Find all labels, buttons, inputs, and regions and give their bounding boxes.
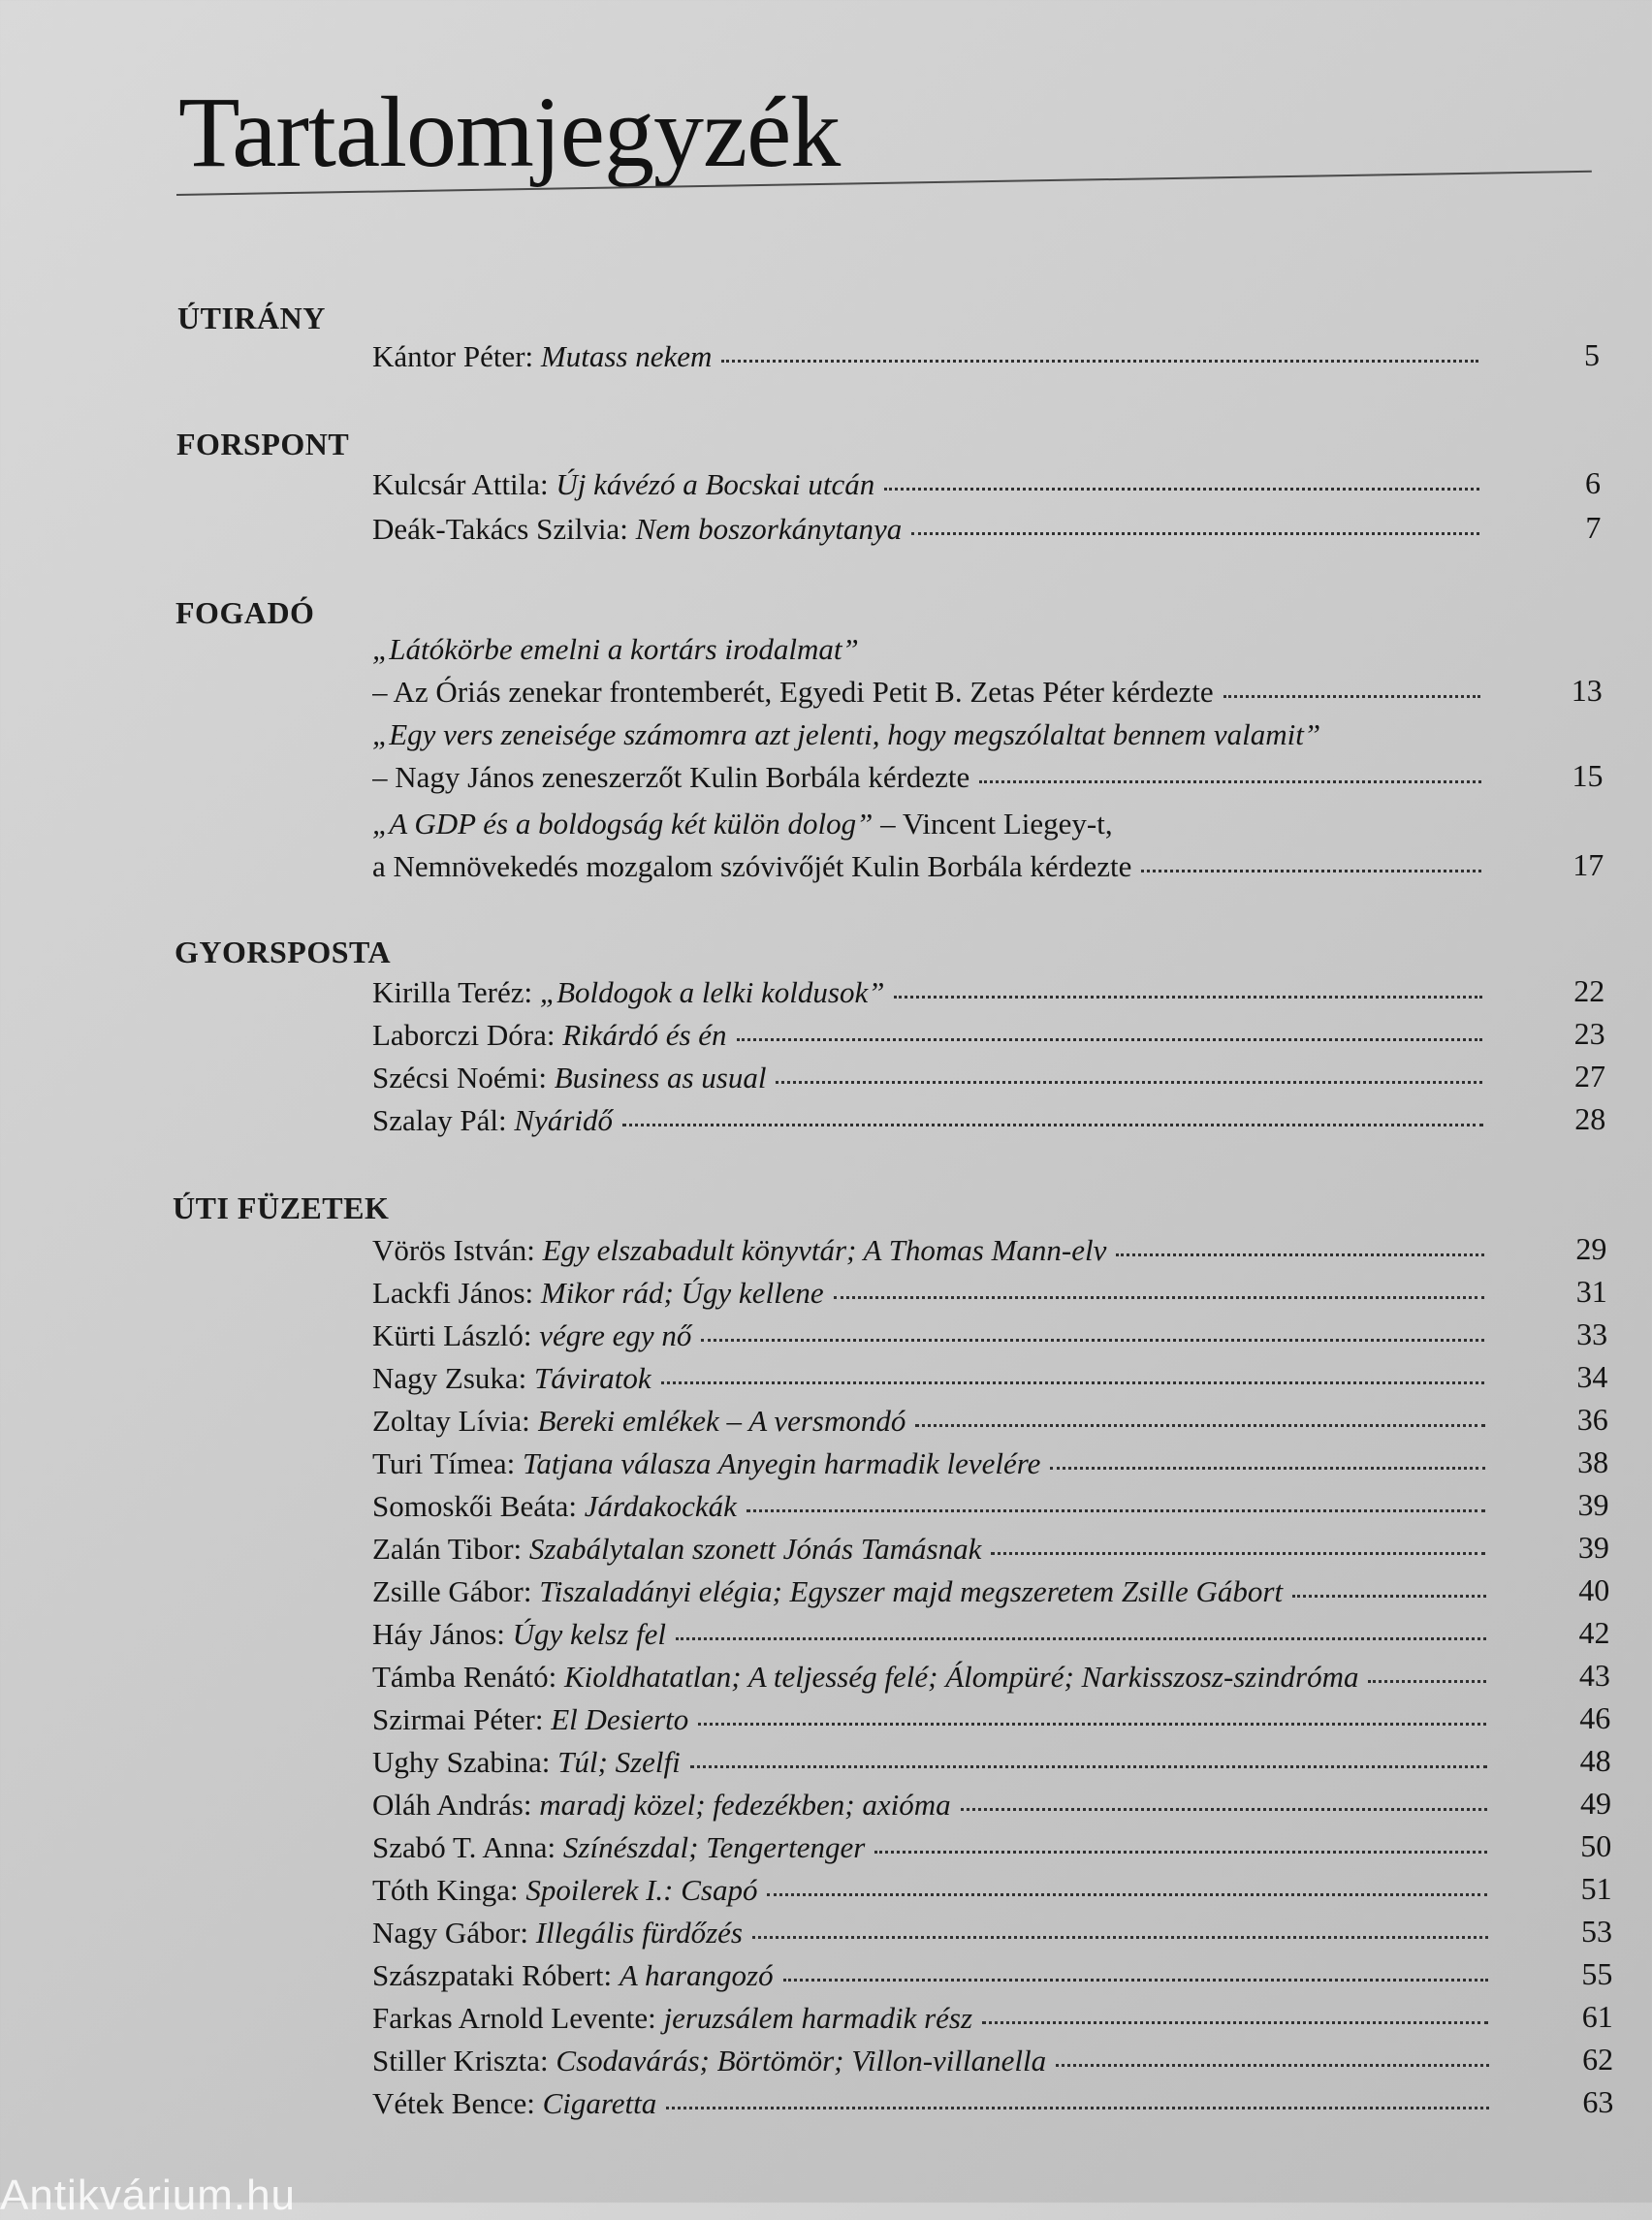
- page-number: 48: [1579, 1743, 1611, 1778]
- toc-entry[interactable]: [0, 1489, 1652, 1528]
- page-number: 46: [1579, 1700, 1611, 1735]
- entry-author: Kürti László:: [372, 1318, 540, 1352]
- page-number: 33: [1576, 1316, 1608, 1351]
- entry-title: Kioldhatatlan; A teljesség felé; Álompüré; Narkisszosz-szindróma: [564, 1660, 1359, 1694]
- entry-author: Stiller Kriszta:: [372, 2044, 556, 2077]
- entry-author: Szabó T. Anna:: [372, 1830, 563, 1864]
- dot-leader: [661, 1381, 1485, 1384]
- entry-author: Kulcsár Attila:: [372, 467, 556, 501]
- toc-entry[interactable]: [0, 1617, 1652, 1656]
- entry-author: Szirmai Péter:: [372, 1702, 552, 1736]
- page-number: 23: [1573, 1016, 1605, 1051]
- dot-leader: [1292, 1595, 1486, 1598]
- entry-author: Szászpataki Róbert:: [372, 1958, 620, 1992]
- page-number: 22: [1573, 973, 1605, 1008]
- entry-author: Kántor Péter:: [372, 339, 541, 373]
- entry-author: Vétek Bence:: [372, 2086, 543, 2120]
- section-heading: ÚTIRÁNY: [177, 301, 326, 335]
- dot-leader: [1050, 1467, 1484, 1470]
- entry-author: Laborczi Dóra:: [372, 1018, 563, 1052]
- page-number: 36: [1576, 1402, 1608, 1437]
- page-number: 7: [1585, 510, 1602, 545]
- entry-author: Zalán Tibor:: [372, 1532, 529, 1566]
- page-title: Tartalomjegyzék: [178, 77, 841, 188]
- entry-title: Szabálytalan szonett Jónás Tamásnak: [528, 1532, 982, 1566]
- page-number: 42: [1578, 1615, 1610, 1650]
- dot-leader: [737, 1038, 1483, 1041]
- watermark: Antikvárium.hu: [0, 2172, 297, 2219]
- entry-author: Szécsi Noémi:: [372, 1061, 555, 1094]
- page-number: 40: [1578, 1572, 1610, 1607]
- toc-entry[interactable]: [0, 1660, 1652, 1698]
- entry-title: Nyáridő: [514, 1103, 613, 1137]
- toc-entry[interactable]: [0, 1702, 1652, 1741]
- entry-author: Háy János:: [372, 1617, 513, 1651]
- entry-author: Nagy Gábor:: [372, 1916, 536, 1950]
- page-number: 62: [1582, 2042, 1614, 2077]
- dot-leader: [1116, 1253, 1483, 1256]
- entry-title: Új kávézó a Bocskai utcán: [556, 467, 875, 501]
- entry-title: „Látókörbe emelni a kortárs irodalmat”: [372, 632, 859, 666]
- toc-entry[interactable]: [0, 760, 1652, 799]
- dot-leader: [982, 2021, 1488, 2024]
- dot-leader: [1368, 1680, 1486, 1683]
- section-heading: ÚTI FÜZETEK: [173, 1190, 390, 1225]
- entry-title: „Egy vers zeneisége számomra azt jelenti, hogy megszólaltat bennem valamit”: [372, 717, 1321, 751]
- toc-entry[interactable]: [0, 2001, 1652, 2040]
- entry-author: Ughy Szabina:: [372, 1745, 558, 1779]
- dot-leader: [783, 1979, 1488, 1982]
- entry-title: Tiszaladányi elégia; Egyszer majd megszeretem Zsille Gábort: [539, 1574, 1284, 1608]
- dot-leader: [874, 1851, 1487, 1854]
- entry-author: Deák-Takács Szilvia:: [372, 512, 636, 546]
- toc-entry[interactable]: [0, 512, 1652, 551]
- entry-author: Farkas Arnold Levente:: [372, 2001, 664, 2035]
- page-number: 51: [1580, 1871, 1612, 1906]
- entry-title: „Boldogok a lelki koldusok”: [539, 975, 885, 1009]
- entry-author: – Nagy János zeneszerzőt Kulin Borbála kérdezte: [372, 760, 970, 794]
- entry-title: maradj közel; fedezékben; axióma: [539, 1788, 951, 1822]
- entry-title: Business as usual: [554, 1061, 767, 1094]
- toc-entry[interactable]: [0, 1788, 1652, 1826]
- toc-entry[interactable]: [0, 1318, 1652, 1357]
- entry-author: Szalay Pál:: [372, 1103, 515, 1137]
- entry-title: A harangozó: [619, 1958, 774, 1992]
- toc-entry[interactable]: [0, 1532, 1652, 1570]
- toc-entry[interactable]: [0, 1958, 1652, 1997]
- entry-title: Nem boszorkánytanya: [635, 512, 903, 546]
- toc-entry[interactable]: [0, 339, 1652, 378]
- entry-title: El Desierto: [551, 1702, 689, 1736]
- dot-leader: [979, 780, 1480, 783]
- section-heading: FORSPONT: [176, 427, 350, 461]
- page-number: 63: [1582, 2084, 1614, 2119]
- entry-author: Zoltay Lívia:: [372, 1404, 538, 1438]
- section-heading: FOGADÓ: [175, 595, 315, 630]
- entry-title: Egy elszabadult könyvtár; A Thomas Mann-elv: [542, 1233, 1107, 1267]
- page-number: 28: [1574, 1101, 1606, 1136]
- entry-title: Cigaretta: [542, 2086, 657, 2120]
- toc-entry[interactable]: [0, 1404, 1652, 1443]
- toc-entry[interactable]: [0, 467, 1652, 506]
- entry-author: Zsille Gábor:: [372, 1574, 540, 1608]
- entry-title: Túl; Szelfi: [557, 1745, 681, 1779]
- page-number: 50: [1580, 1828, 1612, 1863]
- toc-entry[interactable]: [0, 1745, 1652, 1784]
- page-number: 43: [1578, 1658, 1610, 1693]
- entry-title: Bereki emlékek – A versmondó: [537, 1404, 906, 1438]
- section-heading: GYORSPOSTA: [175, 935, 392, 969]
- page-number: 53: [1581, 1914, 1612, 1949]
- page-number: 49: [1579, 1786, 1611, 1821]
- entry-title: Illegális fürdőzés: [535, 1916, 743, 1950]
- page-number: 38: [1577, 1444, 1609, 1479]
- toc-entry[interactable]: [0, 1574, 1652, 1613]
- page-number: 15: [1572, 758, 1604, 793]
- toc-text-line: [0, 717, 1652, 756]
- entry-title: Mutass nekem: [540, 339, 713, 373]
- entry-author: Lackfi János:: [372, 1276, 541, 1310]
- entry-author: Nagy Zsuka:: [372, 1361, 535, 1395]
- entry-title: Úgy kelsz fel: [512, 1617, 667, 1651]
- entry-title: végre egy nő: [539, 1318, 692, 1352]
- dot-leader: [884, 488, 1479, 491]
- toc-entry[interactable]: [0, 1018, 1652, 1057]
- page-number: 34: [1576, 1359, 1608, 1394]
- page-number: 6: [1585, 465, 1602, 500]
- page-number: 39: [1577, 1530, 1609, 1565]
- dot-leader: [911, 532, 1479, 535]
- toc-entry[interactable]: [0, 1103, 1652, 1142]
- dot-leader: [701, 1339, 1484, 1342]
- entry-author: Támba Renátó:: [372, 1660, 564, 1694]
- dot-leader: [1223, 695, 1480, 698]
- toc-entry[interactable]: [0, 1361, 1652, 1400]
- entry-author: Somoskői Beáta:: [372, 1489, 585, 1523]
- dot-leader: [622, 1124, 1483, 1126]
- toc-entry[interactable]: [0, 1873, 1652, 1912]
- dot-leader: [752, 1936, 1488, 1939]
- entry-title: Színészdal; Tengertenger: [562, 1830, 866, 1864]
- entry-title: Csodavárás; Börtömör; Villon-villanella: [556, 2044, 1047, 2077]
- entry-author: Turi Tímea:: [372, 1446, 524, 1480]
- page-number: 29: [1575, 1231, 1607, 1266]
- dot-leader: [991, 1552, 1485, 1555]
- toc-entry[interactable]: [0, 1276, 1652, 1315]
- dot-leader: [1141, 870, 1481, 872]
- dot-leader: [676, 1637, 1486, 1640]
- entry-title: Mikor rád; Úgy kellene: [540, 1276, 824, 1310]
- dot-leader: [834, 1296, 1484, 1299]
- entry-title: jeruzsálem harmadik rész: [663, 2001, 973, 2035]
- dot-leader: [1056, 2064, 1488, 2067]
- entry-title: Rikárdó és én: [562, 1018, 727, 1052]
- toc-text-line: [0, 807, 1652, 845]
- toc-text-line: [0, 632, 1652, 671]
- page-number: 39: [1577, 1487, 1609, 1522]
- page-number: 31: [1575, 1274, 1607, 1309]
- toc-entry[interactable]: [0, 2086, 1652, 2125]
- dot-leader: [690, 1765, 1487, 1768]
- entry-author: Oláh András:: [372, 1788, 540, 1822]
- entry-title: Járdakockák: [584, 1489, 737, 1523]
- dot-leader: [767, 1893, 1487, 1896]
- page-number: 61: [1581, 1999, 1613, 2034]
- dot-leader: [961, 1808, 1487, 1811]
- entry-author: Tóth Kinga:: [372, 1873, 526, 1907]
- entry-author: – Az Óriás zenekar frontemberét, Egyedi Petit B. Zetas Péter kérdezte: [372, 675, 1214, 709]
- dot-leader: [894, 996, 1481, 999]
- entry-author: – Vincent Liegey-t,: [873, 807, 1113, 840]
- page-number: 5: [1584, 337, 1600, 372]
- toc-entry[interactable]: [0, 1830, 1652, 1869]
- page-number: 55: [1581, 1956, 1613, 1991]
- toc-entry[interactable]: [0, 1061, 1652, 1099]
- entry-title: Spoilerek I.: Csapó: [525, 1873, 758, 1907]
- entry-author: a Nemnövekedés mozgalom szóvivőjét Kulin Borbála kérdezte: [372, 849, 1132, 883]
- entry-title: Táviratok: [534, 1361, 651, 1395]
- toc-entry[interactable]: [0, 849, 1652, 888]
- entry-author: Vörös István:: [372, 1233, 543, 1267]
- page-number: 17: [1573, 847, 1604, 882]
- toc-entry[interactable]: [0, 1446, 1652, 1485]
- dot-leader: [747, 1509, 1485, 1512]
- toc-entry[interactable]: [0, 675, 1652, 714]
- page-number: 27: [1573, 1059, 1605, 1094]
- dot-leader: [698, 1723, 1486, 1726]
- dot-leader: [721, 360, 1478, 363]
- dot-leader: [776, 1081, 1482, 1084]
- entry-title: Tatjana válasza Anyegin harmadik levelére: [523, 1446, 1041, 1480]
- entry-title: „A GDP és a boldogság két külön dolog”: [372, 807, 874, 840]
- toc-entry[interactable]: [0, 1233, 1652, 1272]
- page-number: 13: [1571, 673, 1603, 708]
- toc-entry[interactable]: [0, 1916, 1652, 1954]
- dot-leader: [666, 2107, 1489, 2109]
- toc-entry[interactable]: [0, 975, 1652, 1014]
- entry-author: Kirilla Teréz:: [372, 975, 540, 1009]
- dot-leader: [915, 1424, 1484, 1427]
- toc-entry[interactable]: [0, 2044, 1652, 2082]
